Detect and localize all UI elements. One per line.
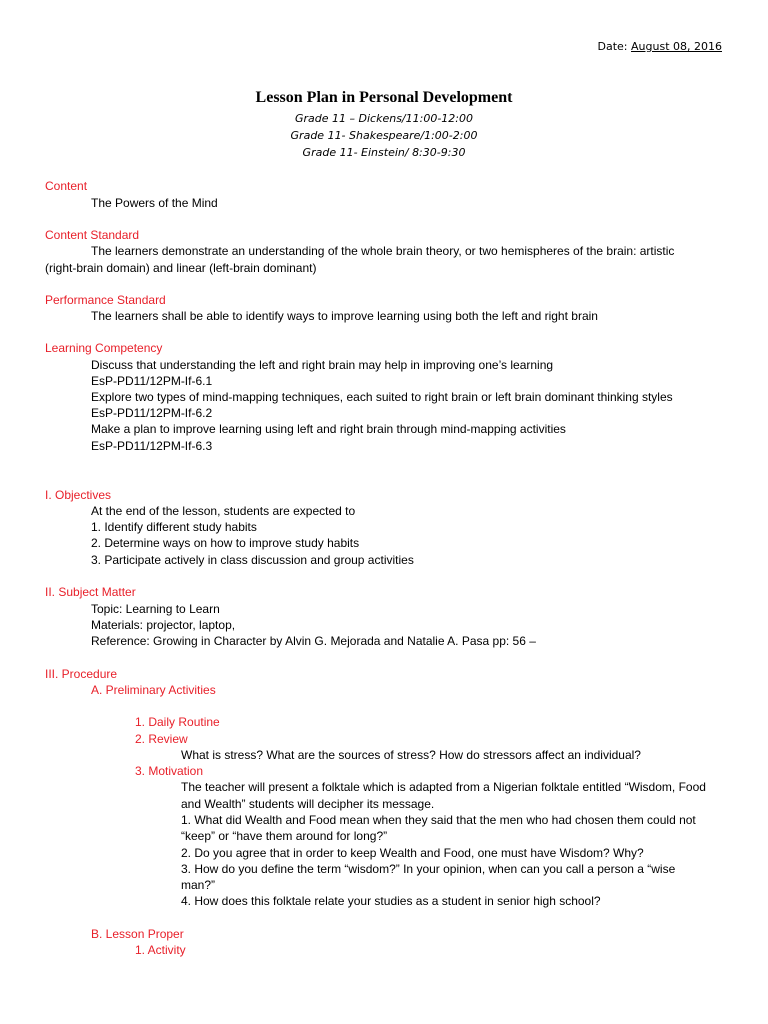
date-label: Date: [597,40,628,53]
objectives-intro: At the end of the lesson, students are expected to [91,504,356,518]
motivation-line: and Wealth” students will decipher its message. [181,797,435,811]
subject-topic: Topic: Learning to Learn [91,602,220,616]
subject-matter-heading: II. Subject Matter [45,585,136,599]
grade-line: Grade 11 – Dickens/11:00-12:00 [294,112,473,125]
review-text: What is stress? What are the sources of stress? How do stressors affect an individual? [181,748,641,762]
performance-standard-text: The learners shall be able to identify ways to improve learning using both the left and right brain [91,309,598,323]
motivation-line: 1. What did Wealth and Food mean when they said that the men who had chosen them could not [181,813,696,827]
motivation-line: The teacher will present a folktale which is adapted from a Nigerian folktale entitled “Wisdom, Food [181,780,706,794]
competency-code: EsP-PD11/12PM-If-6.2 [91,406,213,420]
competency-line: Explore two types of mind-mapping techniques, each suited to right brain or left brain dominant thinking styles [91,390,673,404]
content-standard-heading: Content Standard [45,228,140,242]
motivation-line: “keep” or “have them around for long?” [181,829,388,843]
subject-materials: Materials: projector, laptop, [91,618,236,632]
content-text: The Powers of the Mind [91,196,218,210]
subject-reference: Reference: Growing in Character by Alvin G. Mejorada and Natalie A. Pasa pp: 56 – [91,634,536,648]
performance-standard-heading: Performance Standard [45,293,166,307]
learning-competency-heading: Learning Competency [45,341,163,355]
motivation-line: 3. How do you define the term “wisdom?” In your opinion, when can you call a person a “wise [181,862,676,876]
objective-item: 2. Determine ways on how to improve study habits [91,536,360,550]
motivation-line: man?” [181,878,216,892]
grade-line: Grade 11- Shakespeare/1:00-2:00 [290,129,478,142]
review-heading: 2. Review [135,732,188,746]
competency-code: EsP-PD11/12PM-If-6.3 [91,439,213,453]
content-heading: Content [45,179,88,193]
competency-code: EsP-PD11/12PM-If-6.1 [91,374,213,388]
motivation-heading: 3. Motivation [135,764,204,778]
procedure-heading: III. Procedure [45,667,118,681]
grade-line: Grade 11- Einstein/ 8:30-9:30 [302,146,466,159]
objectives-heading: I. Objectives [45,488,112,502]
motivation-line: 4. How does this folktale relate your studies as a student in senior high school? [181,894,601,908]
date-line [598,40,722,53]
competency-line: Make a plan to improve learning using left and right brain through mind-mapping activities [91,422,566,436]
competency-line: Discuss that understanding the left and right brain may help in improving one’s learning [91,358,554,372]
motivation-line: 2. Do you agree that in order to keep Wealth and Food, one must have Wisdom? Why? [181,846,644,860]
page-title: Lesson Plan in Personal Development [255,89,513,106]
objective-item: 3. Participate actively in class discussion and group activities [91,553,414,567]
date-value: August 08, 2016 [631,40,722,53]
preliminary-activities-heading: A. Preliminary Activities [91,683,216,697]
objective-item: 1. Identify different study habits [91,520,257,534]
daily-routine-heading: 1. Daily Routine [135,715,220,729]
lesson-proper-heading: B. Lesson Proper [91,927,184,941]
activity-heading: 1. Activity [135,943,186,957]
content-standard-text: The learners demonstrate an understanding of the whole brain theory, or two hemispheres of the brain: artistic [91,244,675,258]
content-standard-text: (right-brain domain) and linear (left-brain dominant) [45,261,317,275]
